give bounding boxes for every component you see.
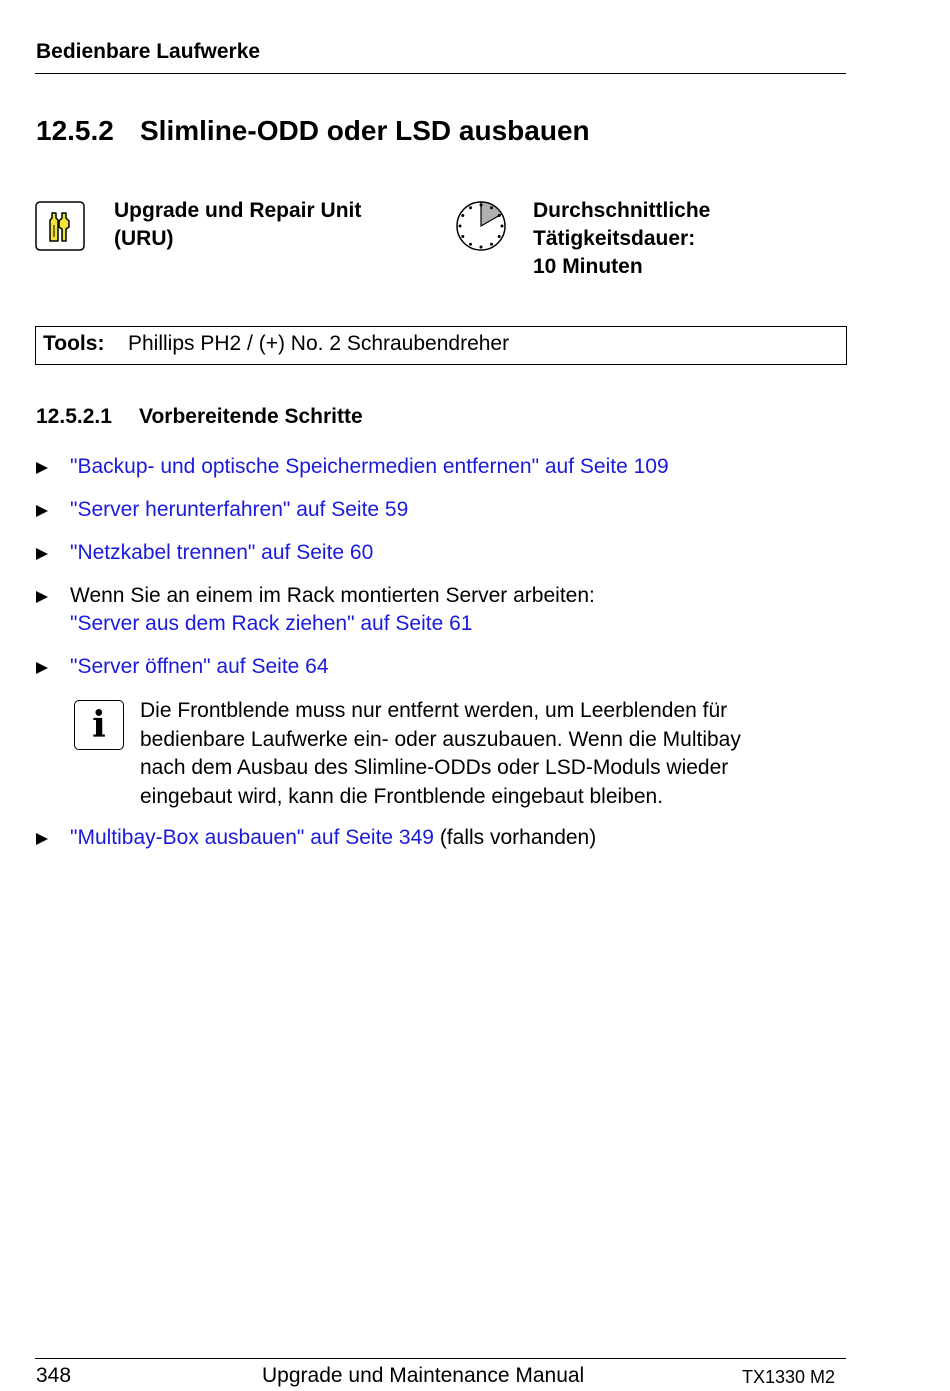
step-link[interactable]: "Backup- und optische Speichermedien entfernen" auf Seite 109 (70, 455, 669, 478)
step-link[interactable]: "Server herunterfahren" auf Seite 59 (70, 498, 409, 521)
step-link[interactable]: "Multibay-Box ausbauen" auf Seite 349 (70, 826, 434, 849)
bullet-triangle-icon (36, 833, 48, 845)
tools-box (35, 326, 847, 365)
info-icon: i (74, 700, 124, 750)
tools-label: Tools: (43, 332, 105, 355)
step-link[interactable]: "Server aus dem Rack ziehen" auf Seite 61 (70, 612, 473, 635)
clock-icon (454, 199, 508, 253)
uru-wrench-icon (35, 201, 85, 251)
tools-value: Phillips PH2 / (+) No. 2 Schraubendreher (128, 332, 510, 355)
bullet-triangle-icon (36, 462, 48, 474)
step-link[interactable]: "Netzkabel trennen" auf Seite 60 (70, 541, 374, 564)
subsection-title: Vorbereitende Schritte (139, 405, 363, 428)
step-suffix: (falls vorhanden) (433, 826, 597, 849)
running-header: Bedienbare Laufwerke (36, 40, 261, 63)
subsection-heading (36, 405, 363, 429)
manual-title: Upgrade und Maintenance Manual (262, 1364, 585, 1387)
section-number: 12.5.2 (36, 115, 114, 146)
bullet-triangle-icon (36, 591, 48, 603)
bullet-triangle-icon (36, 505, 48, 517)
step-link[interactable]: "Server öffnen" auf Seite 64 (70, 655, 329, 678)
subsection-number: 12.5.2.1 (36, 405, 112, 428)
uru-label: Upgrade und Repair Unit (URU) (114, 199, 362, 250)
step-text: Wenn Sie an einem im Rack montierten Server arbeiten: (70, 584, 595, 607)
bullet-triangle-icon (36, 548, 48, 560)
duration-label: Durchschnittliche Tätigkeitsdauer: 10 Minuten (533, 199, 711, 278)
note-text: Die Frontblende muss nur entfernt werden, um Leerblenden für bedienbare Laufwerke ein- oder auszubauen. Wenn die Multibay nach dem Ausbau des Slimline-ODDs oder LSD-Moduls wieder eingebaut wird, kann die Frontblende eingebaut bleiben. (140, 699, 741, 808)
header-rule (35, 73, 846, 74)
bullet-triangle-icon (36, 662, 48, 674)
footer-rule (35, 1358, 846, 1359)
model-name: TX1330 M2 (742, 1367, 836, 1387)
section-title: Slimline-ODD oder LSD ausbauen (140, 115, 590, 146)
page-number: 348 (36, 1364, 72, 1387)
section-heading (36, 115, 590, 147)
